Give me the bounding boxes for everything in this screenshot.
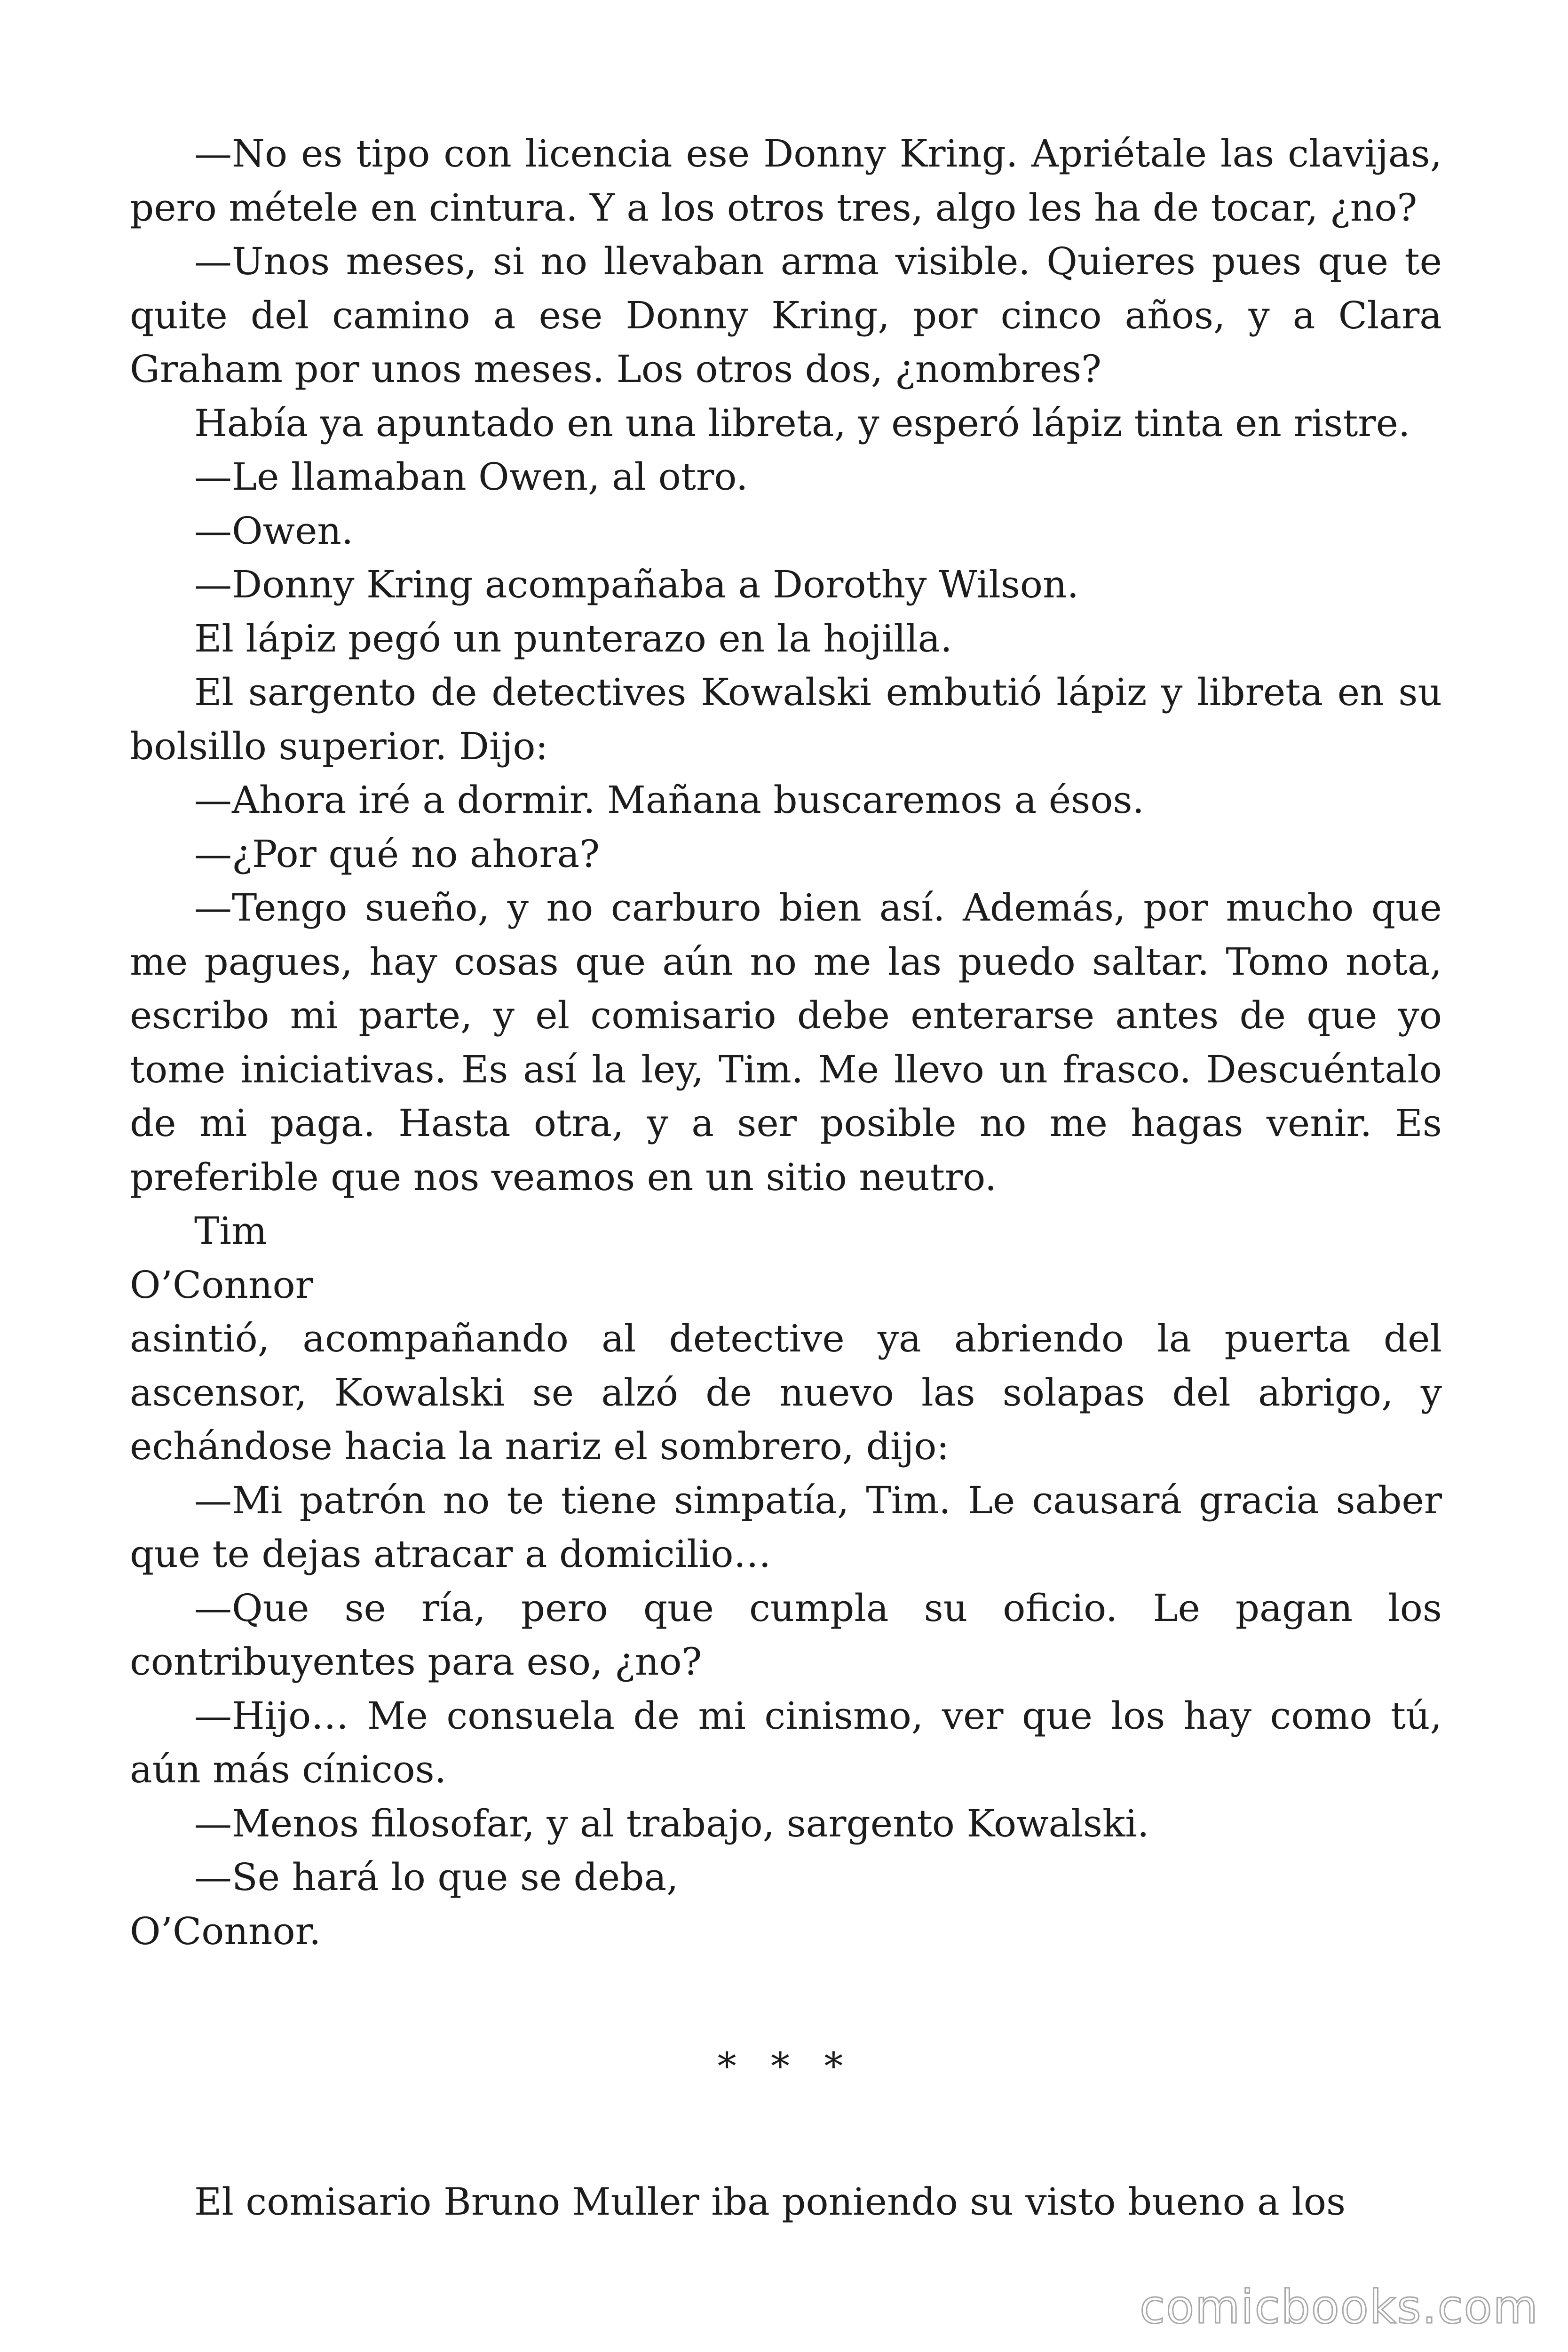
paragraph: —Owen. [194,509,354,553]
watermark-logo: comicbooks.com [1140,2280,1539,2334]
paragraph: —Ahora iré a dormir. Mañana buscaremos a ésos. [194,778,1144,822]
paragraph: —Hijo… Me consuela de mi cinismo, ver que los hay como tú, aún más cínicos. [130,1693,1442,1791]
closing-paragraph: El comisario Bruno Muller iba poniendo su visto bueno a los [194,2179,1346,2224]
book-page [130,127,1442,2229]
paragraph: —Donny Kring acompañaba a Dorothy Wilson. [194,563,1079,606]
paragraph: —Unos meses, si no llevaban arma visible. Quieres pues que te quite del camino a ese Donny Kring, por cinco años, y a Clara Graham por unos meses. Los otros dos, ¿nombres? [130,239,1442,391]
paragraph: O’Connor. [130,1909,321,1953]
paragraph: Tim [194,1209,267,1253]
section-separator: * * * [717,2044,855,2088]
paragraph: —Se hará lo que se deba, [194,1855,679,1899]
paragraph: asintió, acompañando al detective ya abriendo la puerta del ascensor, Kowalski se alzó de nuevo las solapas del abrigo, y echándose hacia la nariz el sombrero, dijo: [130,1317,1442,1468]
paragraph: —Tengo sueño, y no carburo bien así. Además, por mucho que me pagues, hay cosas que aún no me las puedo saltar. Tomo nota, escribo mi parte, y el comisario debe enterarse antes de que yo tome iniciativas. Es así la ley, Tim. Me llevo un frasco. Descuéntalo de mi paga. Hasta otra, y a ser posible no me hagas venir. Es preferible que nos veamos en un sitio neutro. [130,886,1442,1199]
paragraph: —¿Por qué no ahora? [194,832,600,876]
paragraph: —No es tipo con licencia ese Donny Kring. Apriétale las clavijas, pero métele en cintura. Y a los otros tres, algo les ha de tocar, ¿no? [130,132,1442,230]
paragraph: —Menos filosofar, y al trabajo, sargento Kowalski. [194,1801,1149,1845]
paragraph: —Que se ría, pero que cumpla su oficio. Le pagan los contribuyentes para eso, ¿no? [130,1586,1442,1684]
paragraph: Había ya apuntado en una libreta, y esperó lápiz tinta en ristre. [194,401,1410,445]
paragraph: —Mi patrón no te tiene simpatía, Tim. Le causará gracia saber que te dejas atracar a domicilio… [130,1478,1442,1576]
paragraph: El sargento de detectives Kowalski embutió lápiz y libreta en su bolsillo superior. Dijo: [130,670,1442,768]
paragraph: O’Connor [130,1263,313,1307]
paragraph: El lápiz pegó un punterazo en la hojilla. [194,616,952,660]
paragraph: —Le llamaban Owen, al otro. [194,455,748,499]
